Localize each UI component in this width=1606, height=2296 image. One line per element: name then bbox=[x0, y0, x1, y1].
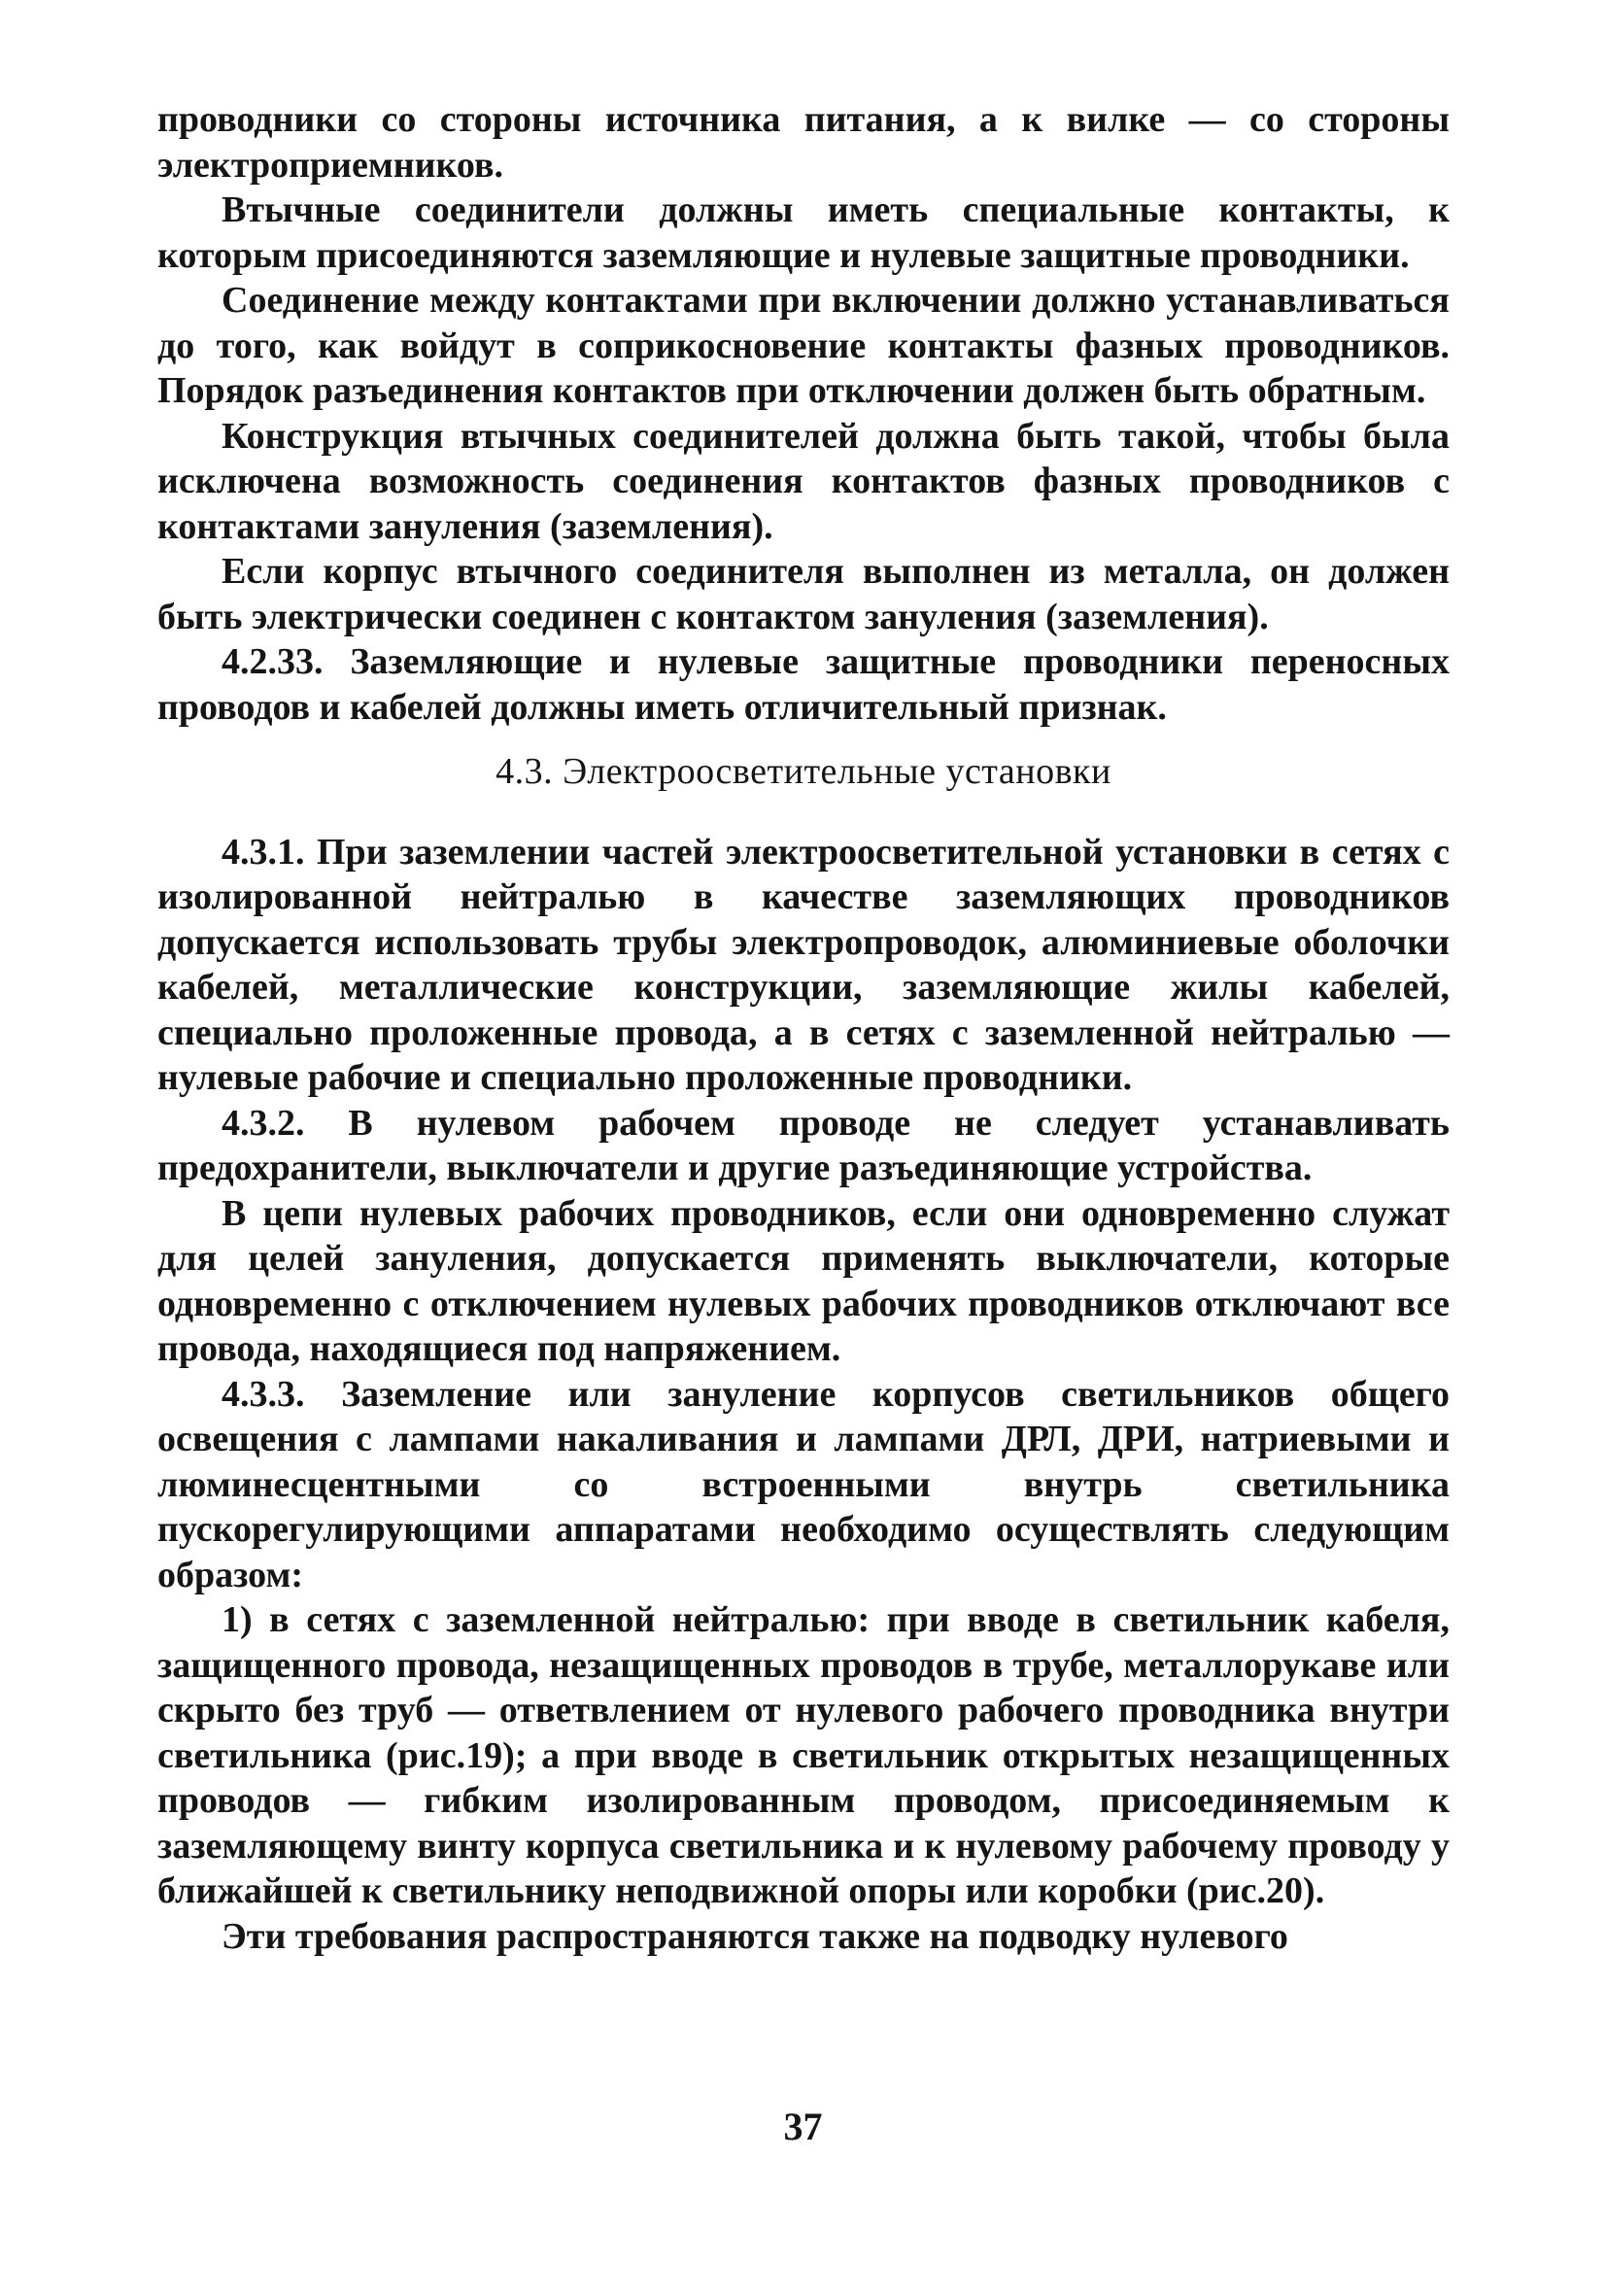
paragraph-4-2-33: 4.2.33. Заземляющие и нулевые защитные проводники переносных проводов и кабелей должны иметь отличительный признак. bbox=[157, 641, 1450, 728]
paragraph-requirements: Эти требования распространяются также на подводку нулевого bbox=[222, 1915, 1288, 1957]
paragraph-neutral-circuit: В цепи нулевых рабочих проводников, если они одновременно служат для целей зануления, допускается применять выключатели, которые одновременно с отключением нулевых рабочих проводников отключают все провода, находящиеся под напряжением. bbox=[157, 1192, 1450, 1369]
paragraph-4-3-2: 4.3.2. В нулевом рабочем проводе не следует устанавливать предохранители, выключатели и другие разъединяющие устройства. bbox=[157, 1102, 1450, 1188]
paragraph-continuation: проводники со стороны источника питания, а к вилке — со стороны электроприемников. bbox=[157, 99, 1450, 186]
paragraph-plug-contacts: Втычные соединители должны иметь специальные контакты, к которым присоединяются заземляющие и нулевые защитные проводники. bbox=[157, 189, 1450, 276]
page-number: 37 bbox=[783, 2105, 823, 2148]
paragraph-item-1: 1) в сетях с заземленной нейтралью: при вводе в светильник кабеля, защищенного провода, незащищенных проводов в трубе, металлорукаве или скрыто без труб — ответвлением от нулевого рабочего проводника внутри светильника (рис.19); а при вводе в светильник открытых незащищенных проводов — гибким изолированным проводом, присоединяемым к заземляющему винту корпуса светильника и к нулевому рабочему проводу у ближайшей к светильнику неподвижной опоры или коробки (рис.20). bbox=[157, 1599, 1450, 1911]
document-page bbox=[157, 97, 1450, 1959]
paragraph-contact-order: Соединение между контактами при включении должно устанавливаться до того, как войдут в соприкосновение контакты фазных проводников. Порядок разъединения контактов при отключении должен быть обратным. bbox=[157, 280, 1450, 411]
paragraph-4-3-1: 4.3.1. При заземлении частей электроосветительной установки в сетях с изолированной нейтралью в качестве заземляющих проводников допускается использовать трубы электропроводок, алюминиевые оболочки кабелей, металлические конструкции, заземляющие жилы кабелей, специально проложенные провода, а в сетях с заземленной нейтралью — нулевые рабочие и специально проложенные проводники. bbox=[157, 831, 1450, 1098]
section-heading: 4.3. Электроосветительные установки bbox=[495, 751, 1111, 792]
paragraph-metal-housing: Если корпус втычного соединителя выполнен из металла, он должен быть электрически соединен с контактом зануления (заземления). bbox=[157, 551, 1450, 637]
paragraph-connector-design: Конструкция втычных соединителей должна быть такой, чтобы была исключена возможность соединения контактов фазных проводников с контактами зануления (заземления). bbox=[157, 415, 1450, 547]
paragraph-4-3-3: 4.3.3. Заземление или зануление корпусов светильников общего освещения с лампами накаливания и лампами ДРЛ, ДРИ, натриевыми и люминесцентными со встроенными внутрь светильника пускорегулирующими аппаратами необходимо осуществлять следующим образом: bbox=[157, 1373, 1450, 1595]
